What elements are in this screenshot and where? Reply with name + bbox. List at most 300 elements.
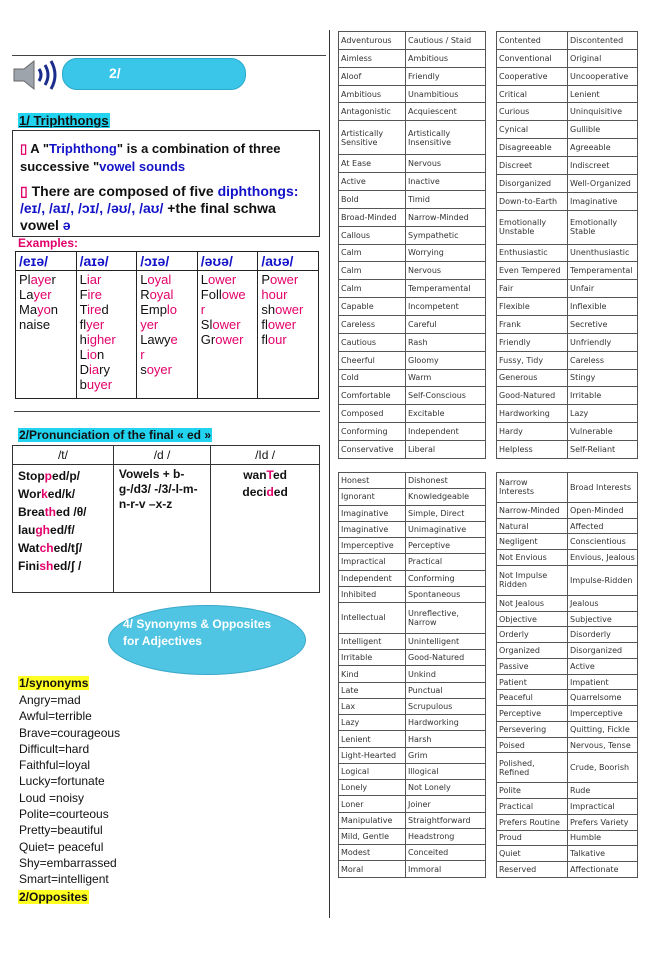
opposite-pair-row [339,32,486,50]
opposite-pair-row [497,502,638,518]
section-banner [62,58,246,90]
opposite-cell: Nervous [406,262,486,280]
opposite-cell: Grim [406,747,486,763]
opposite-cell: Vulnerable [568,423,638,441]
opposite-pair-row [339,103,486,121]
example-word: flour [261,332,287,347]
opposite-pair-row [497,387,638,405]
opposite-cell: Worrying [406,244,486,262]
ed-id-cell [211,465,320,593]
opposite-cell: Liberal [406,440,486,458]
adjective-cell: Reserved [497,862,568,878]
adjective-cell: Calm [339,262,406,280]
adjective-cell: Cheerful [339,351,406,369]
adjective-cell: Hardworking [497,405,568,423]
adjective-cell: Honest [339,473,406,489]
opposite-pair-row [339,244,486,262]
example-word: shower [261,302,304,317]
opposite-pair-row [339,280,486,298]
top-divider [12,55,326,56]
opposite-cell: Careless [568,351,638,369]
opposite-pair-row [339,796,486,812]
adjective-cell: Cold [339,369,406,387]
adjective-cell: Fussy, Tidy [497,351,568,369]
adjective-cell: Callous [339,226,406,244]
opposite-cell: Emotionally Stable [568,210,638,244]
bullet-icon: ▯ [20,141,28,156]
adjective-cell: Active [339,173,406,191]
opposite-cell: Subjective [568,611,638,627]
adjective-cell: Intelligent [339,633,406,649]
opposite-pair-row [339,262,486,280]
opposite-cell: Unambitious [406,85,486,103]
adjective-cell: Adventurous [339,32,406,50]
adjective-cell: Cynical [497,121,568,139]
adjective-cell: Passive [497,658,568,674]
examples-label: Examples: [18,236,79,250]
ed-heading: 2/Pronunciation of the final « ed » [19,428,212,442]
opposite-cell: Ambitious [406,49,486,67]
opposite-pair-row [339,369,486,387]
example-word: higher [79,332,116,347]
example-word: Power [261,272,299,287]
ed-example: Finished/ʃ / [18,559,82,573]
opposite-pair-row [497,280,638,298]
example-word: Lawye [140,332,178,347]
col-header: /əʊə/ [197,252,258,271]
example-word: flower [261,317,297,332]
adjective-cell: Practical [497,799,568,815]
example-word: Loyal [140,272,172,287]
opposite-cell: Knowledgeable [406,489,486,505]
adjective-cell: Bold [339,190,406,208]
opposite-pair-row [497,315,638,333]
synonym-item: Shy=embarrassed [19,855,117,870]
opposite-cell: Illogical [406,763,486,779]
opposite-pair-row [339,521,486,537]
opposite-pair-row [497,67,638,85]
opposite-pair-row [497,595,638,611]
adjective-cell: Impractical [339,554,406,570]
synonyms-heading: 1/synonyms [19,676,89,690]
example-word: Layer [19,287,52,302]
opposite-pair-row [497,690,638,706]
opposite-pair-row [497,706,638,722]
triphthongs-heading: 1/ Triphthongs [19,113,109,128]
col-items [197,271,258,399]
adjective-cell: Frank [497,315,568,333]
adjective-cell: Calm [339,244,406,262]
opposite-pair-row [497,85,638,103]
adjective-cell: Manipulative [339,812,406,828]
opposite-pair-row [497,139,638,157]
opposite-pair-row [497,627,638,643]
opposite-pair-row [339,633,486,649]
example-word: soyer [140,362,172,377]
opposite-pair-row [339,731,486,747]
adjective-cell: Capable [339,298,406,316]
adjective-cell: Critical [497,85,568,103]
ed-d-rule: Vowels + b-g-/d3/ -/3/-l-m-n-r-v –x-z [118,467,198,511]
opposite-cell: Impatient [568,674,638,690]
opposite-pair-row [497,658,638,674]
opposite-cell: Incompetent [406,298,486,316]
adjective-cell: Not Envious [497,550,568,566]
opposite-pair-row [339,387,486,405]
opposite-cell: Rude [568,783,638,799]
opposite-pair-row [497,192,638,210]
opposite-cell: Talkative [568,846,638,862]
col-header: /eɪə/ [16,252,77,271]
opposite-pair-row [497,721,638,737]
opposite-cell: Unenthusiastic [568,244,638,262]
example-word: hour [261,287,288,302]
opposite-pair-row [497,174,638,192]
opposite-cell: Crude, Boorish [568,753,638,783]
adjective-cell: Poised [497,737,568,753]
opposite-cell: Unimaginative [406,521,486,537]
opposite-cell: Temperamental [406,280,486,298]
adjective-cell: Generous [497,369,568,387]
opposite-cell: Irritable [568,387,638,405]
opposite-cell: Disorderly [568,627,638,643]
opposite-pair-row [339,333,486,351]
opposite-pair-row [339,763,486,779]
col-items [258,271,319,399]
adjective-cell: Proud [497,830,568,846]
opposite-cell: Uninquisitive [568,103,638,121]
opposite-cell: Artistically Insensitive [406,121,486,155]
opposite-pair-row [339,423,486,441]
opposite-pair-row [339,67,486,85]
opposite-cell: Unreflective, Narrow [406,603,486,634]
opposite-pair-row [497,846,638,862]
opposite-cell: Warm [406,369,486,387]
col-items [76,271,137,399]
opposite-pair-row [339,698,486,714]
ed-example: decided [242,485,288,499]
adjective-cell: Objective [497,611,568,627]
adjective-cell: Emotionally Unstable [497,210,568,244]
opposite-cell: Independent [406,423,486,441]
synonym-item: Smart=intelligent [19,872,109,887]
opposite-pair-row [339,49,486,67]
adjective-cell: Flexible [497,298,568,316]
opposite-cell: Indiscreet [568,157,638,175]
opposite-cell: Acquiescent [406,103,486,121]
opposite-pair-row [339,780,486,796]
opposite-cell: Active [568,658,638,674]
example-word: r [140,347,145,362]
synonym-item: Angry=mad [19,693,81,707]
adjective-cell: Down-to-Earth [497,192,568,210]
opposite-pair-row [497,550,638,566]
adjective-cell: Light-Hearted [339,747,406,763]
opposite-pair-row [339,666,486,682]
opposite-cell: Gloomy [406,351,486,369]
ed-example: wanTed [243,468,288,482]
adjective-cell: Mild, Gentle [339,828,406,844]
ed-col-header: /t/ [13,446,114,465]
col-header: /aɪə/ [76,252,137,271]
example-word: Liar [79,272,102,287]
col-header: /aʊə/ [258,252,319,271]
synonyms-banner [108,605,306,675]
opposite-cell: Original [568,49,638,67]
opposite-cell: Perceptive [406,538,486,554]
opposite-cell: Joiner [406,796,486,812]
opposite-cell: Broad Interests [568,473,638,503]
adjective-cell: Friendly [497,333,568,351]
triphthong-composition: ▯ There are composed of five diphthongs: /eɪ/, /aɪ/, /ɔɪ/, /əʊ/, /aʊ/ +the final schwa vowel ə [20,183,299,233]
opposite-pair-row [497,262,638,280]
adjective-cell: Inhibited [339,586,406,602]
opposite-pair-row [339,489,486,505]
opposite-cell: Sympathetic [406,226,486,244]
opposite-cell: Imperceptive [568,706,638,722]
opposite-pair-row [339,747,486,763]
adjective-cell: Ignorant [339,489,406,505]
opposite-cell: Lenient [568,85,638,103]
opposite-pair-row [339,226,486,244]
opposite-cell: Discontented [568,32,638,50]
opposite-pair-row [497,643,638,659]
opposite-cell: Quarrelsome [568,690,638,706]
opposite-pair-row [497,862,638,878]
adjective-cell: Logical [339,763,406,779]
synonym-item: Difficult=hard [19,741,90,756]
adjective-cell: Calm [339,280,406,298]
adjective-cell: Narrow-Minded [497,502,568,518]
adjective-cell: Negligent [497,534,568,550]
adjective-cell: Curious [497,103,568,121]
adjective-cell: Quiet [497,846,568,862]
opposite-pair-row [497,32,638,50]
opposite-cell: Dishonest [406,473,486,489]
opposite-pair-row [339,440,486,458]
opposite-cell: Conscientious [568,534,638,550]
opposite-pair-row [339,538,486,554]
synonym-item: Faithful=loyal [19,758,91,773]
opposite-pair-row [339,861,486,878]
adjective-cell: Comfortable [339,387,406,405]
opposites-table-top-left [338,31,486,459]
opposite-pair-row [339,121,486,155]
adjective-cell: Cooperative [497,67,568,85]
adjective-cell: Disorganized [497,174,568,192]
synonym-item: Pretty=beautiful [19,823,103,838]
adjective-cell: Disagreeable [497,139,568,157]
opposite-cell: Inflexible [568,298,638,316]
opposite-cell: Punctual [406,682,486,698]
opposite-cell: Headstrong [406,828,486,844]
opposite-cell: Lazy [568,405,638,423]
example-word: Slower [200,317,241,332]
adjective-cell: Broad-Minded [339,208,406,226]
opposite-cell: Nervous, Tense [568,737,638,753]
adjective-cell: Enthusiastic [497,244,568,262]
opposites-table-top-right [496,31,638,459]
opposite-pair-row [497,103,638,121]
adjective-cell: Intellectual [339,603,406,634]
adjective-cell: Loner [339,796,406,812]
opposite-cell: Inactive [406,173,486,191]
opposite-cell: Harsh [406,731,486,747]
example-word: yer [140,317,159,332]
opposite-cell: Timid [406,190,486,208]
opposite-pair-row [339,155,486,173]
opposite-cell: Imaginative [568,192,638,210]
adjective-cell: Composed [339,405,406,423]
synonym-item: Brave=courageous [19,725,121,740]
opposite-cell: Humble [568,830,638,846]
ed-d-cell [113,465,210,593]
opposite-cell: Conforming [406,570,486,586]
opposite-cell: Narrow-Minded [406,208,486,226]
adjective-cell: Orderly [497,627,568,643]
col-items [137,271,198,399]
opposite-pair-row [497,351,638,369]
adjective-cell: Imaginative [339,521,406,537]
opposite-cell: Hardworking [406,715,486,731]
opposite-cell: Unkind [406,666,486,682]
adjective-cell: Peaceful [497,690,568,706]
example-word: Tired [79,302,109,317]
opposite-pair-row [339,190,486,208]
synonyms-list [19,692,120,888]
opposite-pair-row [497,473,638,503]
opposite-pair-row [339,570,486,586]
synonym-item: Polite=courteous [19,807,109,822]
opposite-cell: Prefers Variety [568,814,638,830]
adjective-cell: Polished, Refined [497,753,568,783]
adjective-cell: Independent [339,570,406,586]
ed-example: laughed/f/ [18,523,75,537]
mid-divider [14,411,320,412]
opposite-pair-row [497,157,638,175]
synonym-item: Lucky=fortunate [19,774,105,789]
adjective-cell: Polite [497,783,568,799]
adjective-cell: Helpless [497,440,568,458]
adjective-cell: Aloof [339,67,406,85]
opposite-cell: Good-Natured [406,650,486,666]
speaker-icon [12,58,62,97]
opposites-heading: 2/Opposites [19,890,88,904]
opposite-cell: Conceited [406,845,486,861]
opposite-cell: Unfair [568,280,638,298]
opposite-pair-row [497,565,638,595]
example-word: flyer [79,317,105,332]
opposite-pair-row [339,315,486,333]
opposite-cell: Uncooperative [568,67,638,85]
adjective-cell: Imaginative [339,505,406,521]
adjective-cell: Fair [497,280,568,298]
example-word: Mayon [19,302,59,317]
adjective-cell: Not Impulse Ridden [497,565,568,595]
opposite-pair-row [339,828,486,844]
opposite-cell: Spontaneous [406,586,486,602]
adjective-cell: Modest [339,845,406,861]
opposite-cell: Straightforward [406,812,486,828]
adjective-cell: Cautious [339,333,406,351]
opposite-pair-row [339,586,486,602]
opposite-cell: Immoral [406,861,486,878]
example-word: Diary [79,362,110,377]
column-divider [329,30,330,918]
opposite-cell: Gullible [568,121,638,139]
example-word: r [200,302,206,317]
opposite-cell: Quitting, Fickle [568,721,638,737]
opposite-pair-row [497,210,638,244]
opposite-cell: Jealous [568,595,638,611]
opposite-pair-row [339,473,486,489]
ed-example: Stopped/p/ [18,469,81,483]
adjective-cell: Late [339,682,406,698]
opposite-pair-row [339,405,486,423]
adjective-cell: Good-Natured [497,387,568,405]
adjective-cell: Irritable [339,650,406,666]
opposite-pair-row [339,173,486,191]
opposite-cell: Self-Reliant [568,440,638,458]
triphthong-table [15,251,319,399]
adjective-cell: Organized [497,643,568,659]
example-word: Fire [79,287,102,302]
opposite-pair-row [339,85,486,103]
adjective-cell: Lazy [339,715,406,731]
adjective-cell: Perceptive [497,706,568,722]
opposite-cell: Well-Organized [568,174,638,192]
opposite-pair-row [339,682,486,698]
adjective-cell: Lenient [339,731,406,747]
opposite-cell: Impulse-Ridden [568,565,638,595]
opposite-cell: Scrupulous [406,698,486,714]
opposite-pair-row [497,518,638,534]
opposite-pair-row [339,208,486,226]
col-header: /ɔɪə/ [137,252,198,271]
opposite-pair-row [497,333,638,351]
opposite-pair-row [339,650,486,666]
adjective-cell: Ambitious [339,85,406,103]
example-word: Lower [200,272,237,287]
adjective-cell: Careless [339,315,406,333]
col-items [16,271,77,399]
opposite-cell: Excitable [406,405,486,423]
adjective-cell: Conforming [339,423,406,441]
opposite-cell: Unfriendly [568,333,638,351]
example-word: Emplo [140,302,178,317]
opposite-pair-row [497,799,638,815]
opposite-cell: Not Lonely [406,780,486,796]
opposite-cell: Unintelligent [406,633,486,649]
opposite-pair-row [497,423,638,441]
adjective-cell: Persevering [497,721,568,737]
ed-table [12,445,320,593]
bullet-icon: ▯ [20,183,28,199]
ed-example: Watched/tʃ/ [18,541,83,555]
adjective-cell: Not Jealous [497,595,568,611]
opposite-pair-row [339,351,486,369]
opposite-cell: Open-Minded [568,502,638,518]
opposite-cell: Careful [406,315,486,333]
example-word: Lion [79,347,105,362]
example-word: buyer [79,377,113,392]
adjective-cell: Kind [339,666,406,682]
example-word: Grower [200,332,244,347]
opposite-cell: Simple, Direct [406,505,486,521]
ed-col-header: /d / [113,446,210,465]
opposite-cell: Cautious / Staid [406,32,486,50]
adjective-cell: Discreet [497,157,568,175]
